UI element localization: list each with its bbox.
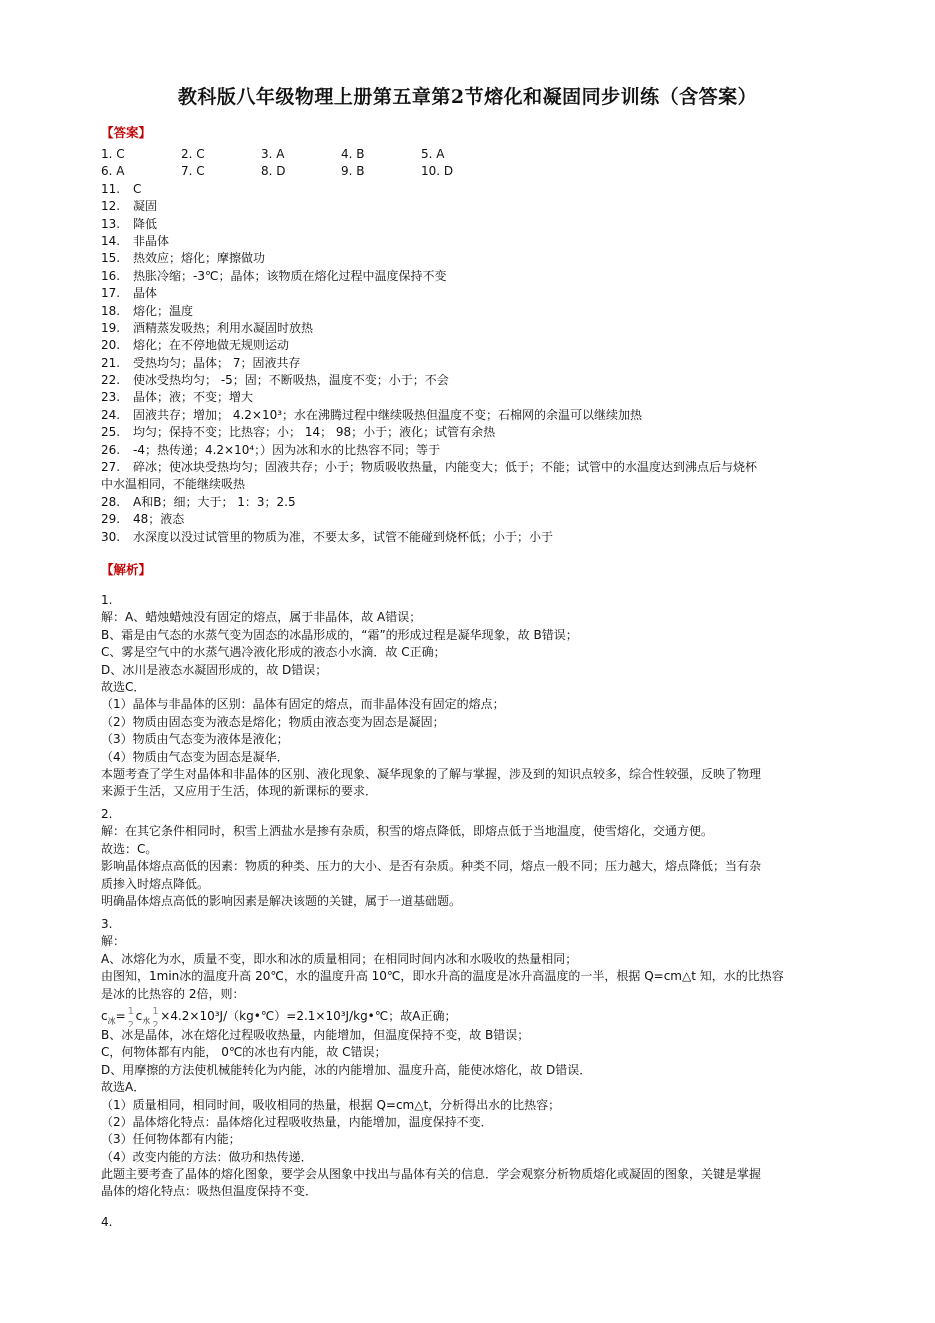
text-line: 故选C． [101, 679, 146, 694]
text-line: 故选A． [101, 1080, 146, 1095]
text-line: 解：A、蜡烛蜡烛没有固定的熔点，属于非晶体，故 A错误； [101, 610, 422, 625]
text-line: 故选：C。 [101, 841, 158, 856]
text-line: （4）改变内能的方法：做功和热传递． [101, 1149, 313, 1164]
text-line: （3）物质由气态变为液体是液化； [101, 732, 289, 747]
text-line: 解：在其它条件相同时，积雪上洒盐水是掺有杂质，积雪的熔点降低，即熔点低于当地温度，使雪熔化，交通方便。 [101, 824, 714, 839]
text-line: 明确晶体熔点高低的影响因素是解决该题的关键，属于一道基础题。 [101, 893, 462, 908]
text-line: 1. [101, 593, 113, 607]
answer-line: 21. 受热均匀；晶体； 7；固液共存 [101, 355, 301, 370]
text-line: C、雾是空气中的水蒸气遇冷液化形成的液态小水滴．故 C正确； [101, 645, 446, 660]
answer-line: 19. 酒精蒸发吸热；利用水凝固时放热 [101, 320, 314, 335]
text-line: 晶体的熔化特点：吸热但温度保持不变． [101, 1184, 318, 1199]
answer-line: 29. 48；液态 [101, 512, 185, 527]
text-line: 由图知，1min冰的温度升高 20℃，水的温度升高 10℃，即水升高的温度是冰升高温度的一半，根据 Q=cm△t 知，水的比热容 [101, 969, 784, 984]
answer-line: 22. 使冰受热均匀； -5；固；不断吸热，温度不变；小于；不会 [101, 373, 449, 388]
answer-section-header: 【答案】 [101, 125, 152, 140]
answer-line: 16. 热胀冷缩；-3℃；晶体；该物质在熔化过程中温度保持不变 [101, 268, 447, 283]
text-line: C，何物体都有内能， 0℃的冰也有内能，故 C错误； [101, 1045, 387, 1060]
text-line: 此题主要考查了晶体的熔化图象，要学会从图象中找出与晶体有关的信息．学会观察分析物质熔化或凝固的图象，关键是掌握 [101, 1167, 762, 1182]
analysis-q2 [101, 806, 836, 910]
text-line: 影响晶体熔点高低的因素：物质的种类、压力的大小、是否有杂质。种类不同，熔点一般不同；压力越大，熔点降低；当有杂 [101, 859, 762, 874]
answer-item: 7. C [181, 164, 205, 179]
analysis-q1 [101, 592, 836, 801]
text-line: 解： [101, 934, 126, 949]
answer-line: 14. 非晶体 [101, 233, 170, 248]
formula-line: $c_冰=$ 1 2 $c_水$ 1 2 ×4.2×10³J/（kg•℃）=2.1×10³J/kg•℃；故A正确； [101, 1005, 457, 1027]
answer-line: 13. 降低 [101, 216, 158, 231]
answer-line-cont: 中水温相同，不能继续吸热 [101, 477, 246, 492]
answer-item: 3. A [261, 147, 285, 161]
text-line: D、用摩擦的方法使机械能转化为内能，冰的内能增加、温度升高，能使冰熔化，故 D错误． [101, 1062, 592, 1077]
text-line: （2）物质由固态变为液态是熔化；物质由液态变为固态是凝固； [101, 714, 445, 729]
text-line: （1）质量相同，相同时间，吸收相同的热量，根据 Q=cm△t，分析得出水的比热容； [101, 1097, 561, 1112]
text-line: 4. [101, 1215, 113, 1229]
text-line: B、霜是由气态的水蒸气变为固态的冰晶形成的，“霜”的形成过程是凝华现象，故 B错误； [101, 627, 578, 642]
answer-item: 4. B [341, 147, 365, 161]
text-line: 3. [101, 917, 113, 931]
answer-line: 26. -4；热传递；4.2×10⁴；）因为冰和水的比热容不同；等于 [101, 442, 441, 457]
answer-line: 28. A和B；细；大于； 1：3；2.5 [101, 494, 296, 509]
analysis-q4 [101, 1214, 836, 1231]
answer-line: 15. 热效应；熔化；摩擦做功 [101, 251, 266, 266]
answer-line: 23. 晶体；液；不变；增大 [101, 390, 254, 405]
answer-line: 30. 水深度以没过试管里的物质为准，不要太多，试管不能碰到烧杯低；小于；小于 [101, 529, 554, 544]
answer-item: 9. B [341, 164, 365, 179]
answer-line: 20. 熔化；在不停地做无规则运动 [101, 338, 290, 353]
answer-line: 18. 熔化；温度 [101, 303, 194, 318]
fraction: 1 2 [152, 1005, 159, 1027]
answer-item: 8. D [261, 164, 286, 179]
answer-item: 6. A [101, 164, 125, 179]
answer-line: 24. 固液共存；增加； 4.2×10³；水在沸腾过程中继续吸热但温度不变；石棉网的余温可以继续加热 [101, 407, 643, 422]
answer-item: 10. D [421, 164, 454, 179]
answer-item: 1. C [101, 147, 125, 161]
text-line: 本题考查了学生对晶体和非晶体的区别、液化现象、凝华现象的了解与掌握，涉及到的知识点较多，综合性较强，反映了物理 [101, 766, 762, 781]
text-line: （3）任何物体都有内能； [101, 1132, 241, 1147]
text-line: 是冰的比热容的 2倍，则： [101, 986, 245, 1001]
text-line: 来源于生活，又应用于生活，体现的新课标的要求． [101, 784, 378, 799]
analysis-q3 [101, 916, 836, 1201]
answer-line: 11. C [101, 181, 142, 196]
answer-line: 25. 均匀；保持不变；比热容；小； 14； 98；小于；液化；试管有余热 [101, 425, 496, 440]
answer-list [101, 146, 836, 546]
answer-line: 12. 凝固 [101, 199, 158, 214]
answer-line: 27. 碎冰；使冰块受热均匀；固液共存；小于；物质吸收热量，内能变大；低于；不能；试管中的水温度达到沸点后与烧杯 [101, 460, 758, 475]
text-line: B、冰是晶体，冰在熔化过程吸收热量，内能增加，但温度保持不变，故 B错误； [101, 1027, 530, 1042]
document-title: 教科版八年级物理上册第五章第2节熔化和凝固同步训练（含答案） [177, 86, 758, 108]
text-line: D、冰川是液态水凝固形成的，故 D错误； [101, 662, 328, 677]
text-line: 质掺入时熔点降低。 [101, 876, 210, 891]
answer-line: 17. 晶体 [101, 286, 158, 301]
answer-grid-row-2 [101, 163, 836, 180]
text-line: （4）物质由气态变为固态是凝华． [101, 749, 289, 764]
analysis-section-header: 【解析】 [101, 562, 152, 577]
answer-grid-row-1 [101, 146, 836, 163]
text-line: （1）晶体与非晶体的区别：晶体有固定的熔点，而非晶体没有固定的熔点； [101, 697, 505, 712]
text-line: （2）晶体熔化特点：晶体熔化过程吸收热量，内能增加，温度保持不变． [101, 1114, 493, 1129]
answer-item: 5. A [421, 147, 445, 161]
answer-item: 2. C [181, 147, 205, 161]
text-line: A、冰熔化为水，质量不变，即水和冰的质量相同；在相同时间内冰和水吸收的热量相同； [101, 951, 578, 966]
text-line: 2. [101, 807, 113, 821]
fraction: 1 2 [127, 1005, 135, 1027]
